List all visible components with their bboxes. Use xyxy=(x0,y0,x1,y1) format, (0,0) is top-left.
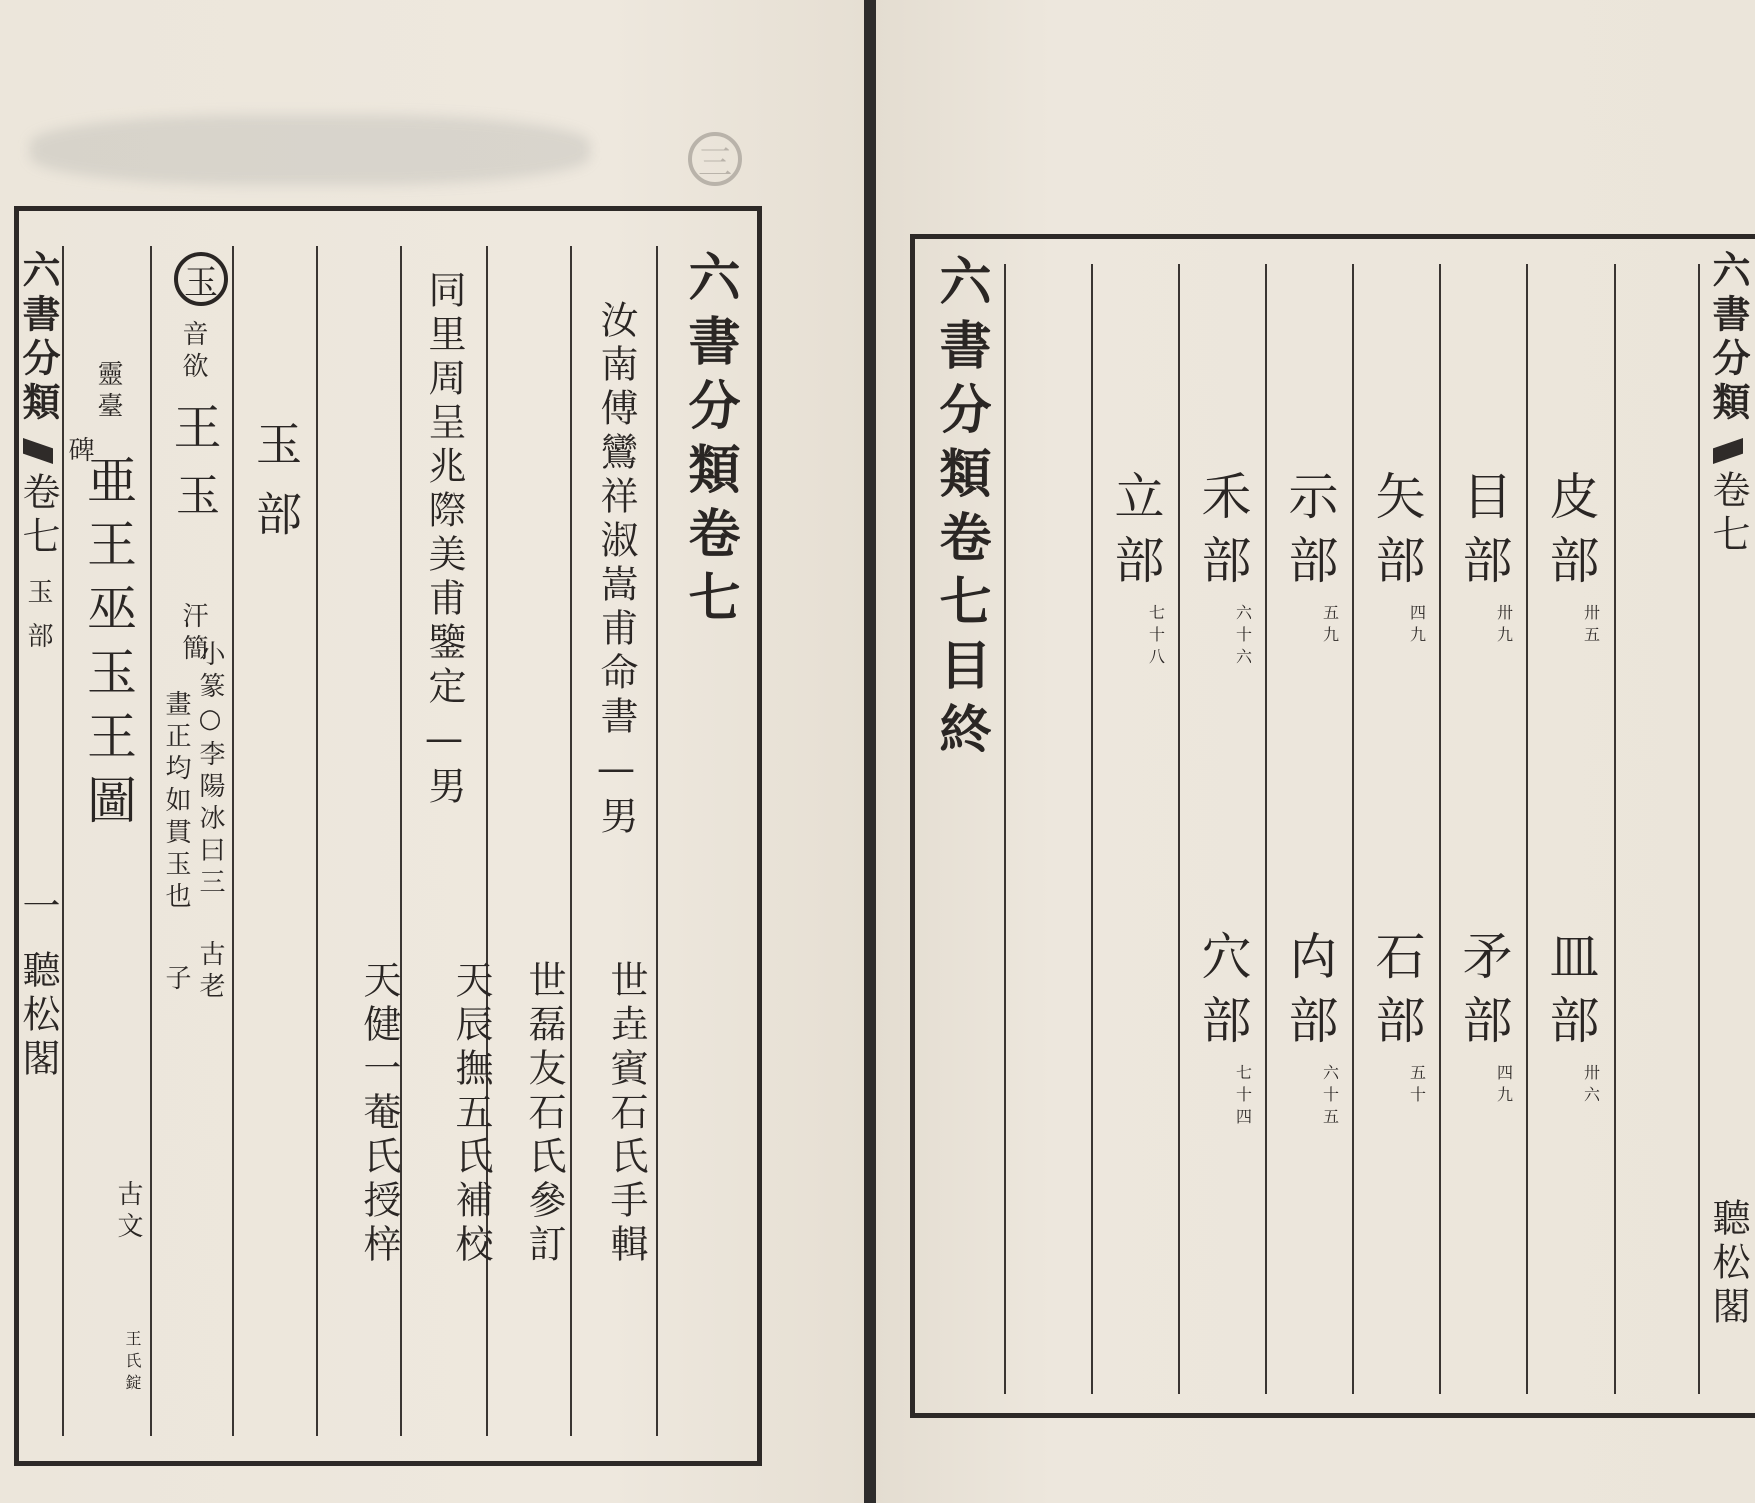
entry-variant-1: 玉 xyxy=(168,472,219,522)
toc-entry-lower xyxy=(1440,930,1527,1108)
margin-column xyxy=(16,250,60,1082)
column-divider xyxy=(150,246,152,1436)
toc-entry-lower xyxy=(1527,930,1614,1108)
toc-radical: 矢部 xyxy=(1367,470,1426,598)
column-divider xyxy=(1352,264,1354,1394)
toc-leaf-number: 七十八 xyxy=(1146,604,1166,670)
toc-leaf-number: 五九 xyxy=(1320,604,1340,648)
variant1-sub: 子 xyxy=(161,964,191,996)
stele-label-2: 碑 xyxy=(64,436,94,468)
author-column xyxy=(578,300,654,840)
toc-radical: 目部 xyxy=(1454,470,1513,598)
toc-leaf-number: 六十六 xyxy=(1233,604,1253,670)
column-divider xyxy=(1004,264,1006,1394)
variant4-col xyxy=(112,1330,152,1396)
column-divider xyxy=(62,246,64,1436)
column-divider xyxy=(1091,264,1093,1394)
entry-variant-2-note: 汗簡 xyxy=(178,602,208,666)
margin-hall: 聽松閣 xyxy=(16,950,60,1082)
toc-entry-upper xyxy=(1266,470,1353,648)
smallseal-note-2: 畫正均如貫玉也 xyxy=(161,690,191,914)
edge-hall: 聽松閣 xyxy=(1706,1198,1750,1330)
toc-radical: 立部 xyxy=(1106,470,1165,598)
volume-title: 六書分類卷七 xyxy=(679,250,740,634)
margin-leaf-no: 一 xyxy=(16,886,60,930)
column-divider xyxy=(1178,264,1180,1394)
author-son: 男 xyxy=(594,796,638,840)
variant1-note: 古老 xyxy=(195,940,225,1004)
edge-title: 六書分類 xyxy=(1706,250,1751,426)
fishtail-marker xyxy=(1713,438,1743,464)
column-divider xyxy=(1265,264,1267,1394)
toc-entry-upper xyxy=(1440,470,1527,648)
right-frame xyxy=(910,234,1755,1418)
toc-title: 六書分類卷七目終 xyxy=(930,254,991,766)
toc-entry-upper xyxy=(1527,470,1614,648)
variant3-col xyxy=(108,1180,148,1244)
left-page xyxy=(0,0,864,1503)
title-column xyxy=(664,250,754,634)
column-divider xyxy=(316,246,318,1436)
edge-volume: 卷七 xyxy=(1706,470,1750,558)
radical-heading: 玉部 xyxy=(249,420,303,560)
editor-sons xyxy=(357,960,493,1268)
column-divider xyxy=(1439,264,1441,1394)
toc-radical: 禸部 xyxy=(1280,930,1339,1058)
right-margin-column xyxy=(1706,250,1750,1330)
fishtail-marker xyxy=(23,438,53,464)
variant3-note: 古文 xyxy=(113,1180,143,1244)
author-name: 汝南傅鸞祥淑嵩甫命書 xyxy=(594,300,638,740)
column-divider xyxy=(1698,264,1700,1394)
toc-leaf-number: 五十 xyxy=(1407,1064,1427,1108)
toc-entry-upper xyxy=(1179,470,1266,670)
author-son-2: 世磊友石氏參訂 xyxy=(522,960,566,1268)
toc-entry-lower xyxy=(1179,930,1266,1130)
column-divider xyxy=(1526,264,1528,1394)
toc-radical: 皮部 xyxy=(1541,470,1600,598)
toc-radical: 石部 xyxy=(1367,930,1426,1058)
editor-column xyxy=(406,270,482,810)
stele-label-2-col xyxy=(64,436,94,468)
toc-leaf-number: 卅九 xyxy=(1494,604,1514,648)
margin-section: 玉部 xyxy=(23,578,53,666)
author-sons xyxy=(522,960,648,1268)
editor-dash: — xyxy=(422,716,466,766)
editor-name: 同里周呈兆際美甫鑒定 xyxy=(422,270,466,710)
margin-volume: 卷七 xyxy=(16,472,60,560)
toc-leaf-number: 七十四 xyxy=(1233,1064,1253,1130)
editor-son-2: 天健一菴氏授梓 xyxy=(357,960,401,1268)
margin-ghost-seal: 三 xyxy=(688,132,742,186)
toc-radical: 矛部 xyxy=(1454,930,1513,1058)
column-divider xyxy=(1614,264,1616,1394)
stele-label: 靈臺 xyxy=(93,360,123,424)
ink-smudge xyxy=(30,115,590,185)
toc-entry-lower xyxy=(1353,930,1440,1108)
author-dash: — xyxy=(594,746,638,796)
toc-radical: 禾部 xyxy=(1193,470,1252,598)
author-son-1: 世垚賓石氏手輯 xyxy=(604,960,648,1268)
entry-column xyxy=(156,320,230,666)
entry-pronunciation: 音欲 xyxy=(178,320,208,384)
editor-son: 男 xyxy=(422,766,466,810)
column-divider xyxy=(656,246,658,1436)
entry-notes-col-a xyxy=(190,640,230,1004)
toc-leaf-number: 四九 xyxy=(1494,1064,1514,1108)
radical-heading-column xyxy=(244,420,308,560)
toc-radical: 示部 xyxy=(1280,470,1339,598)
toc-leaf-number: 六十五 xyxy=(1320,1064,1340,1130)
column-divider xyxy=(232,246,234,1436)
toc-entry-lower xyxy=(1266,930,1353,1130)
toc-radical: 穴部 xyxy=(1193,930,1252,1058)
stele-column xyxy=(64,360,148,838)
right-page xyxy=(876,0,1755,1503)
toc-leaf-number: 卅五 xyxy=(1581,604,1601,648)
toc-entry-upper xyxy=(1092,470,1179,670)
entry-notes-col-b xyxy=(156,690,196,996)
book-spine xyxy=(864,0,876,1503)
smallseal-note: 小篆○李陽冰曰三 xyxy=(195,640,225,900)
toc-leaf-number: 四九 xyxy=(1407,604,1427,648)
stele-forms: 亜王巫玉王圖 xyxy=(79,454,137,838)
toc-title-column xyxy=(918,254,1002,766)
toc-radical: 皿部 xyxy=(1541,930,1600,1058)
toc-leaf-number: 卅六 xyxy=(1581,1064,1601,1108)
editor-son-1: 天辰撫五氏補校 xyxy=(449,960,493,1268)
entry-seal-char: 玉 xyxy=(174,252,228,306)
toc-entry-upper xyxy=(1353,470,1440,648)
variant4-sub: 錠 xyxy=(123,1374,142,1396)
variant4-note: 王氏 xyxy=(123,1330,142,1374)
margin-title: 六書分類 xyxy=(16,250,61,426)
entry-head-char: 王 xyxy=(165,402,221,456)
